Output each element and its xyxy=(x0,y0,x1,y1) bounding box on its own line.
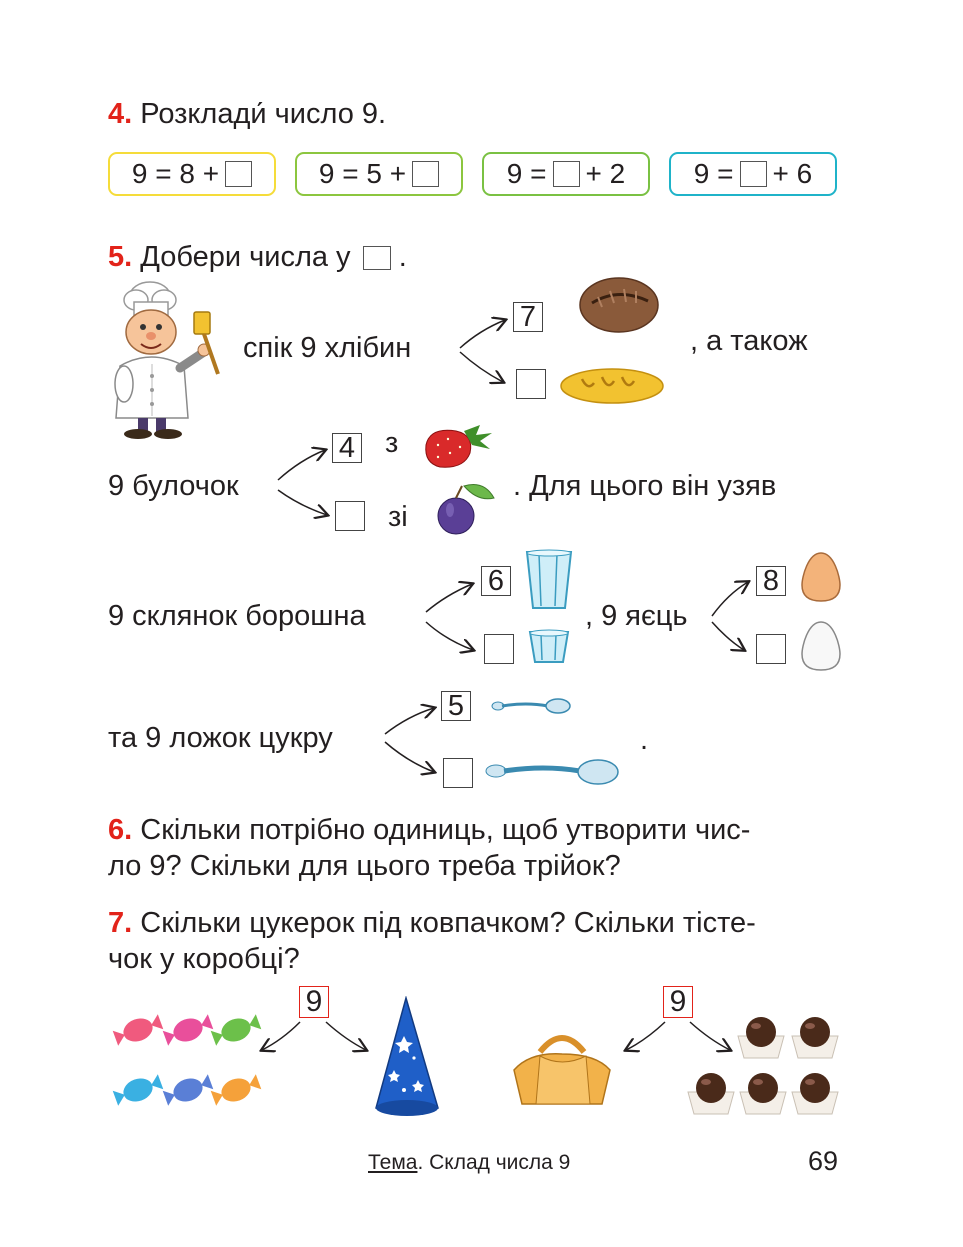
bun-top-box: 4 xyxy=(332,433,362,463)
task-text: Скільки потрібно одиниць, щоб утворити чис- xyxy=(140,814,751,846)
buns-text-end: . Для цього він узяв xyxy=(513,470,777,502)
candy-icon xyxy=(112,1011,263,1108)
bread-top-box: 7 xyxy=(513,302,543,332)
eggs-text: , 9 яєць xyxy=(585,600,688,632)
task-text: Розклади́ число 9. xyxy=(140,98,387,130)
cakes-group xyxy=(686,1012,846,1118)
sugar-text: та 9 ложок цукру xyxy=(108,722,333,754)
bread-text: спік 9 хлібин xyxy=(243,332,412,364)
equation-text: + 2 xyxy=(585,158,626,189)
cake-box-icon xyxy=(510,1030,614,1110)
task-text: Добери числа у xyxy=(140,241,351,273)
egg-top-box: 8 xyxy=(756,566,786,596)
candies-total-box: 9 xyxy=(299,986,329,1018)
task-6-line-1 xyxy=(108,813,750,847)
flour-top-box: 6 xyxy=(481,566,511,596)
task-7-line-1 xyxy=(108,906,756,940)
cake-icon xyxy=(688,1017,838,1114)
candies-group xyxy=(110,1008,264,1120)
task-number: 4. xyxy=(108,98,133,130)
task-number: 7. xyxy=(108,907,133,939)
footer-topic xyxy=(368,1151,570,1175)
topic-text: . Склад числа 9 xyxy=(417,1151,571,1174)
bun-bottom-label: зі xyxy=(388,501,408,533)
equation-text: 9 = 5 + xyxy=(318,158,407,189)
equation-text: + 6 xyxy=(772,158,813,189)
equation-text: 9 = xyxy=(506,158,547,189)
sugar-text-end: . xyxy=(640,724,649,756)
task-7-line-2: чок у коробці? xyxy=(108,943,300,975)
sugar-top-box: 5 xyxy=(441,691,471,721)
task-text: Скільки цукерок під ковпачком? Скільки тісте- xyxy=(140,907,756,939)
equation-text: 9 = xyxy=(693,158,734,189)
bun-top-label: з xyxy=(385,427,399,459)
equation-text: 9 = 8 + xyxy=(131,158,220,189)
buns-text: 9 булочок xyxy=(108,470,239,502)
task-text-end: . xyxy=(398,241,407,273)
bread-text-end: , а також xyxy=(690,325,808,357)
flour-text: 9 склянок борошна xyxy=(108,600,366,632)
task-number: 5. xyxy=(108,241,133,273)
topic-label: Тема xyxy=(368,1151,418,1174)
task-number: 6. xyxy=(108,814,133,846)
page-number: 69 xyxy=(808,1146,839,1176)
cakes-total-box: 9 xyxy=(663,986,693,1018)
party-hat-icon xyxy=(374,996,440,1120)
task-6-line-2: ло 9? Скільки для цього треба трійок? xyxy=(108,850,621,882)
